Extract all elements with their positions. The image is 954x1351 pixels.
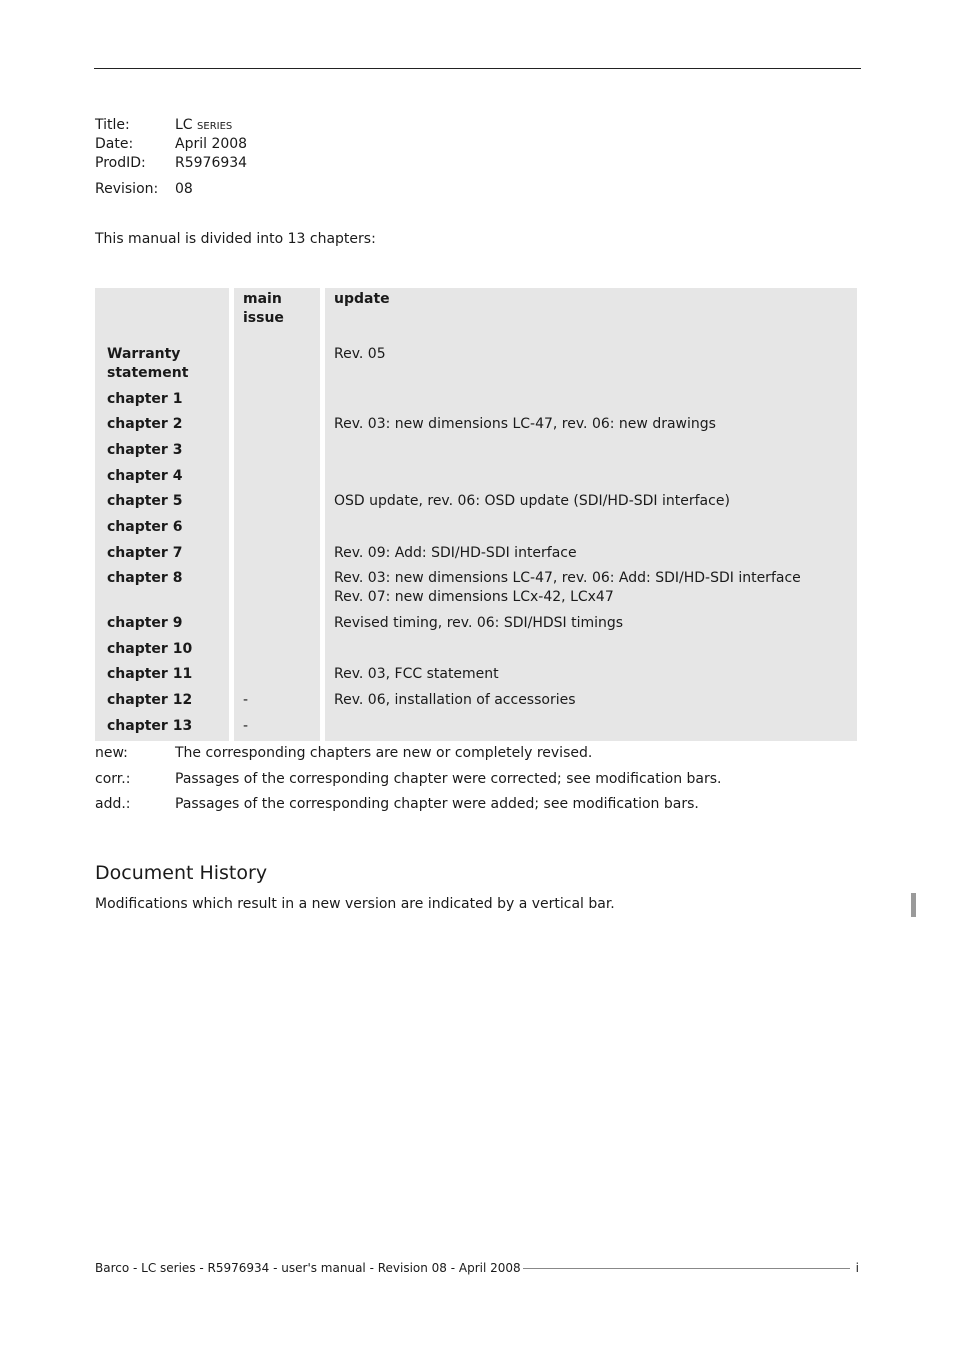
chapter-name-cell (95, 612, 229, 638)
table-row (95, 715, 857, 741)
update-cell (325, 542, 857, 567)
chapter-name-cell-text: chapter 9 (107, 615, 183, 631)
table-row (95, 663, 857, 689)
main-issue-cell (234, 663, 320, 689)
document-history-text: Modifications which result in a new version are indicated by a vertical bar. (95, 896, 615, 912)
chapter-name-cell-text: chapter 13 (107, 718, 193, 734)
main-issue-cell (234, 689, 320, 715)
chapter-name-cell (95, 490, 229, 516)
definition-item (95, 795, 722, 821)
definition-text: The corresponding chapters are new or completely revised. (175, 745, 593, 761)
main-issue-cell (234, 567, 320, 612)
update-cell (325, 638, 857, 663)
chapter-name-cell (95, 542, 229, 567)
definition-term: corr.: (95, 770, 131, 787)
table-row (95, 612, 857, 638)
main-issue-cell-text: - (243, 692, 249, 708)
definition-text: Passages of the corresponding chapter were corrected; see modification bars. (175, 770, 722, 787)
update-cell (325, 663, 857, 689)
meta-title-label: Title: (95, 117, 130, 133)
main-issue-cell (234, 439, 320, 465)
update-cell-text: Rev. 03: new dimensions LC-47, rev. 06: Add: SDI/HD-SDI interface Rev. 07: new dimensions LCx-42, LCx47 (334, 570, 801, 605)
meta-title-value: LC series (175, 117, 233, 133)
meta-revision-value: 08 (175, 181, 193, 197)
update-cell-text: Rev. 09: Add: SDI/HD-SDI interface (334, 545, 577, 561)
header-rule (94, 68, 861, 69)
chapter-name-cell-text: chapter 4 (107, 468, 183, 484)
table-row (95, 439, 857, 465)
update-cell-text: Rev. 05 (334, 346, 386, 362)
chapter-table (95, 288, 857, 741)
main-issue-cell (234, 343, 320, 388)
update-cell-text: OSD update, rev. 06: OSD update (SDI/HD-SDI interface) (334, 493, 730, 509)
footer-rule (523, 1268, 850, 1269)
meta-prodid-label: ProdID: (95, 155, 146, 171)
chapter-name-cell (95, 413, 229, 439)
meta-date-label: Date: (95, 136, 134, 152)
update-cell (325, 715, 857, 741)
main-issue-cell (234, 612, 320, 638)
meta-prodid-value: R5976934 (175, 155, 248, 171)
update-cell (325, 465, 857, 490)
main-issue-cell (234, 490, 320, 516)
meta-prodid-row (95, 154, 247, 173)
chapter-name-cell (95, 689, 229, 715)
update-cell (325, 689, 857, 715)
table-row (95, 689, 857, 715)
main-issue-cell (234, 715, 320, 741)
table-row (95, 567, 857, 612)
main-issue-cell (234, 465, 320, 490)
update-cell (325, 343, 857, 388)
document-meta (95, 116, 247, 199)
definition-item (95, 770, 722, 796)
chapter-name-cell (95, 439, 229, 465)
update-cell-text: Revised timing, rev. 06: SDI/HDSI timings (334, 615, 624, 631)
footer-text: Barco - LC series - R5976934 - user's manual - Revision 08 - April 2008 (95, 1261, 521, 1275)
meta-date-row (95, 135, 247, 154)
main-issue-cell-text: - (243, 718, 249, 734)
chapter-name-cell-text: chapter 12 (107, 692, 193, 708)
main-issue-cell (234, 413, 320, 439)
update-cell (325, 612, 857, 638)
chapter-name-cell-text: chapter 6 (107, 519, 183, 535)
chapter-name-cell-text: chapter 7 (107, 545, 183, 561)
chapter-name-cell (95, 343, 229, 388)
main-issue-cell (234, 388, 320, 413)
chapter-name-cell (95, 388, 229, 413)
update-cell (325, 388, 857, 413)
meta-title-row (95, 116, 247, 135)
chapter-name-cell (95, 465, 229, 490)
update-cell-text: Rev. 03, FCC statement (334, 666, 499, 682)
meta-revision-row (95, 180, 247, 199)
update-cell-text: Rev. 06, installation of accessories (334, 692, 576, 708)
table-row (95, 516, 857, 542)
table-header-row (95, 288, 857, 343)
chapter-name-cell (95, 715, 229, 741)
definition-item (95, 744, 722, 770)
update-cell (325, 516, 857, 542)
table-row (95, 413, 857, 439)
update-cell (325, 567, 857, 612)
chapter-name-cell (95, 567, 229, 612)
chapter-name-cell (95, 663, 229, 689)
chapter-name-cell-text: chapter 2 (107, 416, 183, 432)
table-row (95, 388, 857, 413)
table-row (95, 490, 857, 516)
definition-text: Passages of the corresponding chapter were added; see modification bars. (175, 796, 699, 812)
intro-text: This manual is divided into 13 chapters: (95, 231, 376, 247)
chapter-name-cell-text: Warranty statement (107, 346, 189, 381)
table-row (95, 542, 857, 567)
main-issue-cell (234, 516, 320, 542)
chapter-name-cell-text: chapter 1 (107, 391, 183, 407)
update-cell (325, 490, 857, 516)
definition-term: add.: (95, 796, 131, 812)
header-main-issue-text: main issue (243, 291, 284, 326)
chapter-name-cell-text: chapter 10 (107, 641, 193, 657)
chapter-name-cell (95, 516, 229, 542)
main-issue-cell (234, 638, 320, 663)
page-footer (95, 1261, 859, 1275)
modification-bar (911, 893, 916, 917)
document-history-title: Document History (95, 862, 268, 884)
update-cell (325, 413, 857, 439)
table-row (95, 465, 857, 490)
table-row (95, 638, 857, 663)
update-cell (325, 439, 857, 465)
table-row (95, 343, 857, 388)
chapter-name-cell-text: chapter 3 (107, 442, 183, 458)
definitions-list (95, 744, 722, 821)
meta-revision-label: Revision: (95, 181, 159, 197)
update-cell-text: Rev. 03: new dimensions LC-47, rev. 06: new drawings (334, 416, 716, 432)
header-cell-main-issue (234, 288, 320, 343)
chapter-name-cell-text: chapter 8 (107, 570, 183, 586)
header-cell-name (95, 288, 229, 343)
main-issue-cell (234, 542, 320, 567)
definition-term: new: (95, 745, 128, 761)
page-number: i (855, 1261, 859, 1275)
chapter-name-cell-text: chapter 11 (107, 666, 193, 682)
meta-date-value: April 2008 (175, 136, 248, 152)
chapter-name-cell-text: chapter 5 (107, 493, 183, 509)
chapter-name-cell (95, 638, 229, 663)
header-cell-update: update (325, 288, 857, 343)
